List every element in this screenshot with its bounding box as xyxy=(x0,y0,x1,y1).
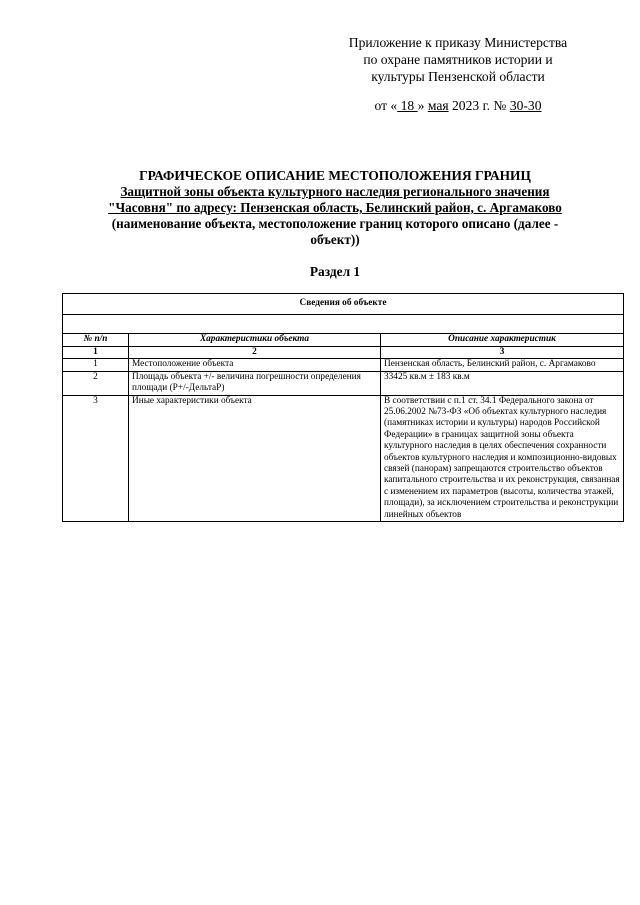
row-characteristic: Площадь объекта +/- величина погрешности определения площади (P+/-ДельтаP) xyxy=(129,371,381,395)
row-number: 1 xyxy=(63,359,129,371)
appendix-line: культуры Пензенской области xyxy=(371,69,545,84)
table-row xyxy=(63,359,624,371)
order-day-close: » xyxy=(417,98,425,113)
table-header-row xyxy=(63,334,624,347)
appendix-line: по охране памятников истории и xyxy=(363,52,553,67)
table-row xyxy=(63,371,624,395)
order-day: 18 xyxy=(397,98,418,113)
title-object-line: Защитной зоны объекта культурного наследия регионального значения xyxy=(120,184,550,199)
order-prefix: от « xyxy=(374,98,398,113)
title-note-line: (наименование объекта, местоположение границ которого описано (далее - xyxy=(111,216,559,231)
column-header: № п/п xyxy=(63,334,129,347)
title-line: ГРАФИЧЕСКОЕ ОПИСАНИЕ МЕСТОПОЛОЖЕНИЯ ГРАНИЦ xyxy=(139,168,531,183)
row-number: 2 xyxy=(63,371,129,395)
appendix-header xyxy=(300,34,616,85)
order-number: 30-30 xyxy=(509,98,542,113)
column-header: Описание характеристик xyxy=(381,334,624,347)
row-description: В соответствии с п.1 ст. 34.1 Федерального закона от 25.06.2002 №73-ФЗ «Об объектах культурного наследия (памятниках истории и культуры) народов Российской Федерации» в границах защитной зоны объекта культурного наследия в целях обеспечения сохранности объектов культурного наследия и композиционно-видовых связей (панорам) запрещаются строительство объектов капитального строительства и их реконструкция, связанная с изменением их параметров (высоты, количества этажей, площади), за исключением строительства и реконструкции линейных объектов xyxy=(381,395,624,521)
section-heading: Раздел 1 xyxy=(309,264,361,279)
row-description: Пензенская область, Белинский район, с. Аргамаково xyxy=(381,359,624,371)
row-characteristic: Местоположение объекта xyxy=(129,359,381,371)
document-title xyxy=(84,168,586,248)
table-row xyxy=(63,395,624,521)
row-number: 3 xyxy=(63,395,129,521)
column-number: 1 xyxy=(63,347,129,359)
column-number: 3 xyxy=(381,347,624,359)
column-number: 2 xyxy=(129,347,381,359)
appendix-line: Приложение к приказу Министерства xyxy=(348,35,568,50)
title-object-line: "Часовня" по адресу: Пензенская область, Белинский район, с. Аргамаково xyxy=(108,200,562,215)
row-characteristic: Иные характеристики объекта xyxy=(129,395,381,521)
object-info-table xyxy=(62,293,624,522)
table-spacer-row xyxy=(63,315,624,334)
table-caption: Сведения об объекте xyxy=(63,294,624,315)
order-month: мая xyxy=(427,98,449,113)
column-header: Характеристики объекта xyxy=(129,334,381,347)
title-note-line: объект)) xyxy=(310,232,360,247)
column-number-row xyxy=(63,347,624,359)
order-year: 2023 г. № xyxy=(448,98,510,113)
order-reference xyxy=(300,98,616,114)
row-description: 33425 кв.м ± 183 кв.м xyxy=(381,371,624,395)
